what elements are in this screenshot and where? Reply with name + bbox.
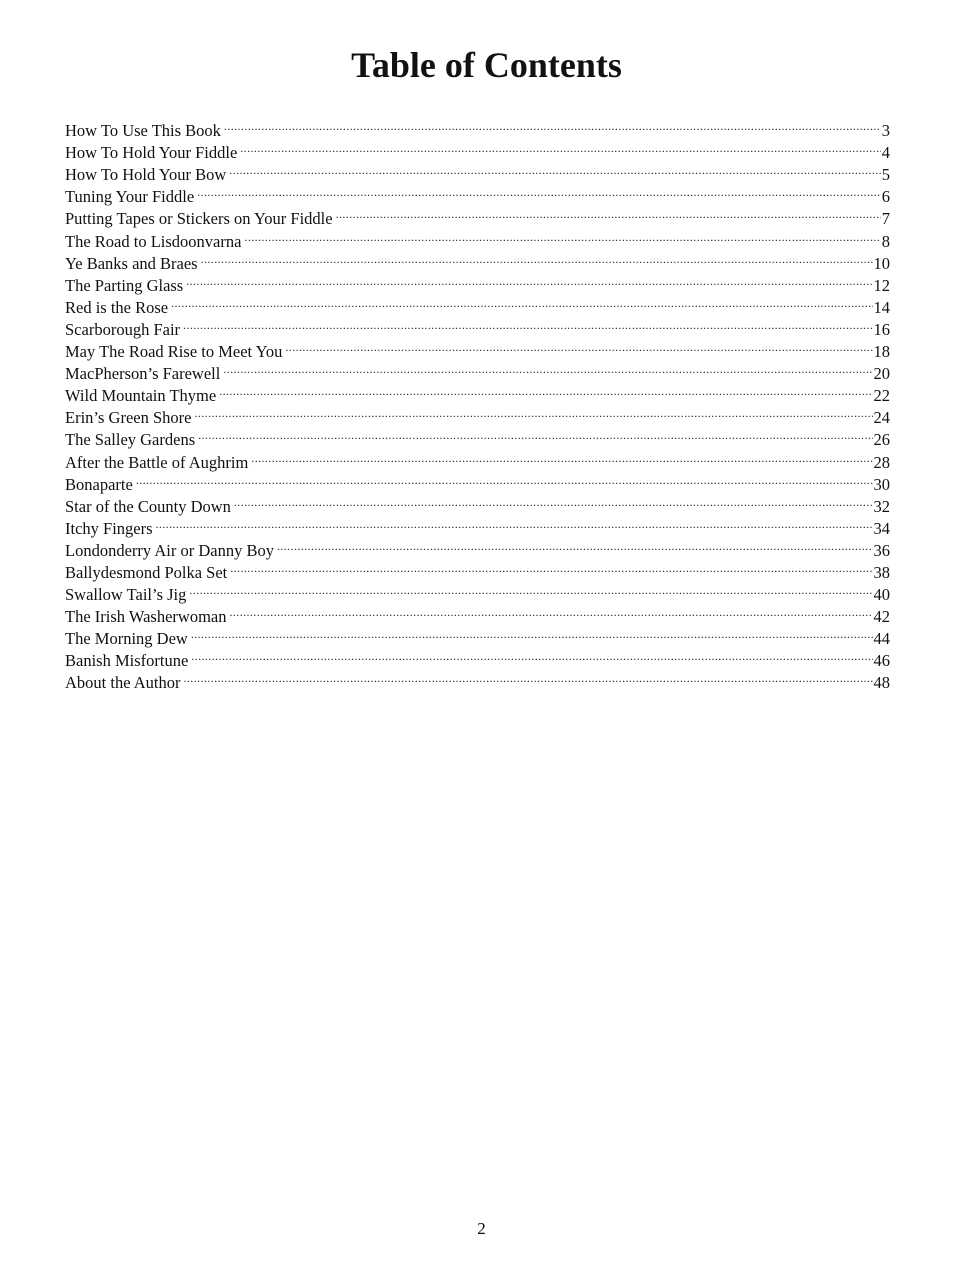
toc-entry-page: 7 [881,209,890,229]
dot-leader [224,114,881,136]
toc-entry-page: 44 [873,629,890,649]
dot-leader [136,468,873,490]
dot-leader [230,600,873,622]
toc-entry-title: Itchy Fingers [65,518,153,538]
dot-leader [198,423,872,445]
toc-entry-title: Londonderry Air or Danny Boy [65,540,274,560]
toc-entry-title: Ballydesmond Polka Set [65,562,228,582]
dot-leader [230,556,872,578]
dot-leader [219,379,872,401]
toc-entry[interactable] [65,468,890,494]
table-of-contents [65,114,890,693]
toc-entry-page: 4 [881,143,890,163]
toc-entry-page: 10 [873,253,890,273]
toc-entry-title: Wild Mountain Thyme [65,386,217,406]
toc-entry-page: 3 [881,121,890,141]
toc-entry-page: 46 [873,651,890,671]
toc-entry-page: 8 [881,231,890,251]
toc-entry[interactable] [65,114,890,141]
dot-leader [285,335,872,357]
toc-entry-page: 34 [873,518,890,538]
toc-entry-title: Banish Misfortune [65,651,189,671]
toc-entry-title: How To Use This Book [65,121,221,141]
toc-entry-page: 38 [873,562,890,582]
toc-entry-title: Tuning Your Fiddle [65,187,195,207]
dot-leader [223,357,872,379]
toc-entry-title: The Road to Lisdoonvarna [65,231,242,251]
toc-entry-page: 36 [873,540,890,560]
toc-entry-page: 14 [873,297,890,317]
toc-entry-title: Ye Banks and Braes [65,253,198,273]
toc-entry-page: 42 [873,607,890,627]
page-number: 2 [477,1219,486,1238]
toc-entry-page: 24 [873,408,890,428]
toc-entry-page: 32 [873,496,890,516]
toc-entry-title: Bonaparte [65,474,133,494]
toc-entry-page: 40 [873,585,890,605]
dot-leader [244,224,880,246]
dot-leader [240,136,880,158]
toc-entry-page: 18 [873,342,890,362]
toc-entry-page: 12 [873,275,890,295]
toc-entry-title: Star of the County Down [65,496,231,516]
toc-entry-title: Putting Tapes or Stickers on Your Fiddle [65,209,333,229]
dot-leader [183,313,872,335]
dot-leader [277,534,873,556]
toc-entry-title: Erin’s Green Shore [65,408,192,428]
dot-leader [171,291,872,313]
toc-entry-page: 6 [881,187,890,207]
toc-entry[interactable] [65,291,890,317]
toc-entry-page: 48 [873,673,890,693]
toc-entry-title: How To Hold Your Bow [65,165,227,185]
toc-entry[interactable] [65,666,890,693]
dot-leader [197,180,881,202]
toc-entry-title: About the Author [65,673,181,693]
toc-entry-title: The Parting Glass [65,275,184,295]
toc-entry-page: 16 [873,319,890,339]
dot-leader [229,158,880,180]
toc-entry-title: Scarborough Fair [65,319,181,339]
dot-leader [234,490,873,512]
toc-entry[interactable] [65,490,890,516]
toc-entry-title: Red is the Rose [65,297,169,317]
toc-entry[interactable] [65,512,890,538]
toc-entry-page: 30 [873,474,890,494]
toc-entry[interactable] [65,534,890,560]
toc-entry-title: Swallow Tail’s Jig [65,585,187,605]
toc-entry-title: After the Battle of Aughrim [65,452,249,472]
dot-leader [186,269,872,291]
toc-entry[interactable] [65,313,890,339]
toc-entry-page: 26 [873,430,890,450]
page-title: Table of Contents [351,45,622,85]
dot-leader [336,202,881,224]
toc-entry[interactable] [65,269,890,295]
toc-entry-title: The Salley Gardens [65,430,196,450]
toc-entry-title: The Morning Dew [65,629,188,649]
toc-entry-title: The Irish Washerwoman [65,607,227,627]
dot-leader [201,247,873,269]
toc-entry[interactable] [65,335,890,362]
toc-entry-page: 22 [873,386,890,406]
toc-entry-title: MacPherson’s Farewell [65,364,221,384]
toc-entry-title: How To Hold Your Fiddle [65,143,238,163]
dot-leader [156,512,873,534]
dot-leader [194,401,872,423]
toc-entry-page: 28 [873,452,890,472]
dot-leader [191,644,872,666]
dot-leader [189,578,872,600]
toc-entry-title: May The Road Rise to Meet You [65,342,283,362]
dot-leader [191,622,873,644]
toc-entry[interactable] [65,578,890,605]
dot-leader [184,666,873,688]
toc-entry-page: 20 [873,364,890,384]
dot-leader [251,445,872,467]
toc-entry-page: 5 [881,165,890,185]
